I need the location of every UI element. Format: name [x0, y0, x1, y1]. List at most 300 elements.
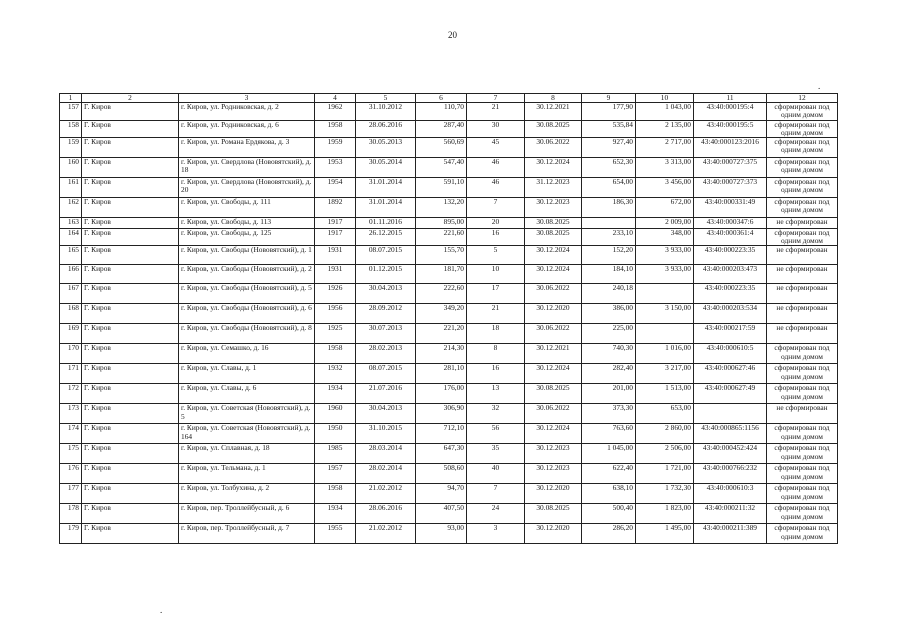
table-cell: 3 150,00: [636, 304, 694, 324]
table-cell: Г. Киров: [82, 504, 179, 524]
table-cell: 1934: [315, 384, 356, 404]
table-cell: 30.12.2021: [525, 103, 582, 120]
table-cell: Г. Киров: [82, 424, 179, 444]
table-cell: 1926: [315, 284, 356, 304]
table-cell: 177: [60, 484, 82, 504]
table-cell: Г. Киров: [82, 364, 179, 384]
table-cell: сформирован под одним домом: [767, 464, 838, 484]
table-cell: 43:40:000223:35: [694, 246, 767, 265]
table-cell: 1 823,00: [636, 504, 694, 524]
table-cell: 56: [467, 424, 525, 444]
table-cell: 895,00: [416, 218, 467, 229]
table-cell: 43:40:000627:46: [694, 364, 767, 384]
table-cell: 1931: [315, 265, 356, 284]
table-cell: 547,40: [416, 158, 467, 178]
table-cell: Г. Киров: [82, 198, 179, 218]
table-cell: 30.12.2023: [525, 444, 582, 464]
table-cell: 1932: [315, 364, 356, 384]
table-cell: 28.03.2014: [356, 444, 416, 464]
table-cell: 500,40: [582, 504, 636, 524]
table-cell: сформирован под одним домом: [767, 138, 838, 158]
table-cell: 21.07.2016: [356, 384, 416, 404]
table-cell: сформирован под одним домом: [767, 198, 838, 218]
table-cell: не сформирован: [767, 246, 838, 265]
table-cell: Г. Киров: [82, 324, 179, 344]
table-cell: Г. Киров: [82, 103, 179, 120]
table-cell: 622,40: [582, 464, 636, 484]
table-cell: 160: [60, 158, 82, 178]
table-cell: 28.02.2014: [356, 464, 416, 484]
table-cell: 01.11.2016: [356, 218, 416, 229]
table-cell: Г. Киров: [82, 464, 179, 484]
table-cell: г. Киров, ул. Тельмана, д. 1: [179, 464, 315, 484]
table-cell: 43:40:000217:59: [694, 324, 767, 344]
table-cell: 30.08.2025: [525, 218, 582, 229]
table-row: [60, 304, 838, 324]
table-cell: 214,30: [416, 344, 467, 364]
table-cell: 166: [60, 265, 82, 284]
column-number: 8: [525, 94, 582, 103]
table-cell: 43:40:000203:534: [694, 304, 767, 324]
table-cell: Г. Киров: [82, 138, 179, 158]
table-row: [60, 524, 838, 544]
column-number: 3: [179, 94, 315, 103]
table-cell: Г. Киров: [82, 218, 179, 229]
table-cell: 16: [467, 229, 525, 246]
table-cell: 712,10: [416, 424, 467, 444]
table-cell: 30: [467, 120, 525, 137]
table-row: [60, 324, 838, 344]
table-cell: 1 721,00: [636, 464, 694, 484]
table-cell: Г. Киров: [82, 120, 179, 137]
table-cell: 7: [467, 198, 525, 218]
table-cell: г. Киров, ул. Свободы (Нововятский), д. 6: [179, 304, 315, 324]
table-cell: 30.06.2022: [525, 284, 582, 304]
table-cell: 1925: [315, 324, 356, 344]
table-cell: 221,20: [416, 324, 467, 344]
table-cell: [636, 284, 694, 304]
table-cell: 1917: [315, 229, 356, 246]
table-cell: г. Киров, ул. Свободы (Нововятский), д. 5: [179, 284, 315, 304]
table-cell: 179: [60, 524, 82, 544]
table-cell: 20: [467, 218, 525, 229]
table-cell: 43:40:000865:1156: [694, 424, 767, 444]
table-cell: 176,00: [416, 384, 467, 404]
table-cell: г. Киров, ул. Семашко, д. 16: [179, 344, 315, 364]
table-cell: г. Киров, ул. Родниковская, д. 6: [179, 120, 315, 137]
table-cell: 184,10: [582, 265, 636, 284]
table-cell: 3 933,00: [636, 246, 694, 265]
table-cell: сформирован под одним домом: [767, 524, 838, 544]
table-cell: 43:40:000766:232: [694, 464, 767, 484]
table-cell: Г. Киров: [82, 229, 179, 246]
table-cell: 7: [467, 484, 525, 504]
table-cell: 1950: [315, 424, 356, 444]
column-number: 9: [582, 94, 636, 103]
table-cell: 94,70: [416, 484, 467, 504]
table-cell: сформирован под одним домом: [767, 444, 838, 464]
table-cell: г. Киров, ул. Свободы (Нововятский), д. 8: [179, 324, 315, 344]
table-cell: 30.12.2023: [525, 464, 582, 484]
table-cell: 1958: [315, 120, 356, 137]
table-cell: Г. Киров: [82, 484, 179, 504]
table-cell: 30.07.2013: [356, 324, 416, 344]
table-cell: 30.08.2025: [525, 384, 582, 404]
table-cell: 161: [60, 178, 82, 198]
table-cell: 21.02.2012: [356, 524, 416, 544]
table-cell: 21.02.2012: [356, 484, 416, 504]
table-cell: 3 456,00: [636, 178, 694, 198]
table-cell: 1956: [315, 304, 356, 324]
table-cell: 01.12.2015: [356, 265, 416, 284]
table-cell: 1957: [315, 464, 356, 484]
table-cell: 43:40:000203:473: [694, 265, 767, 284]
table-cell: 186,30: [582, 198, 636, 218]
table-cell: 159: [60, 138, 82, 158]
table-cell: 31.12.2023: [525, 178, 582, 198]
table-cell: 8: [467, 344, 525, 364]
table-cell: 30.08.2025: [525, 504, 582, 524]
table-cell: 740,30: [582, 344, 636, 364]
table-cell: 167: [60, 284, 82, 304]
table-cell: 638,10: [582, 484, 636, 504]
table-cell: 173: [60, 404, 82, 424]
table-cell: 240,18: [582, 284, 636, 304]
table-cell: 591,10: [416, 178, 467, 198]
table-cell: Г. Киров: [82, 404, 179, 424]
table-cell: 1 043,00: [636, 103, 694, 120]
table-row: [60, 404, 838, 424]
table-cell: 21: [467, 304, 525, 324]
table-cell: 43:40:000627:49: [694, 384, 767, 404]
table-cell: 175: [60, 444, 82, 464]
table-cell: 1958: [315, 484, 356, 504]
table-cell: 654,00: [582, 178, 636, 198]
table-cell: г. Киров, ул. Толбухина, д. 2: [179, 484, 315, 504]
table-row: [60, 384, 838, 404]
table-cell: не сформирован: [767, 284, 838, 304]
table-cell: сформирован под одним домом: [767, 364, 838, 384]
table-cell: 18: [467, 324, 525, 344]
table-cell: сформирован под одним домом: [767, 384, 838, 404]
table-row: [60, 424, 838, 444]
table-cell: 652,30: [582, 158, 636, 178]
table-cell: г. Киров, ул. Родниковская, д. 2: [179, 103, 315, 120]
table-cell: г. Киров, пер. Троллейбусный, д. 7: [179, 524, 315, 544]
table-cell: 1954: [315, 178, 356, 198]
table-cell: 132,20: [416, 198, 467, 218]
table-cell: 30.12.2024: [525, 265, 582, 284]
table-row: [60, 504, 838, 524]
column-number: 6: [416, 94, 467, 103]
scan-mark: .: [818, 81, 821, 91]
table-cell: 168: [60, 304, 82, 324]
table-cell: 30.12.2024: [525, 246, 582, 265]
table-cell: 386,00: [582, 304, 636, 324]
table-cell: 163: [60, 218, 82, 229]
table-cell: 30.12.2020: [525, 484, 582, 504]
table-cell: 1934: [315, 504, 356, 524]
table-cell: сформирован под одним домом: [767, 120, 838, 137]
table-row: [60, 464, 838, 484]
table-cell: 281,10: [416, 364, 467, 384]
table-cell: 169: [60, 324, 82, 344]
table-cell: 164: [60, 229, 82, 246]
column-number: 5: [356, 94, 416, 103]
table-cell: 43:40:000610:5: [694, 344, 767, 364]
table-cell: [694, 404, 767, 424]
table-cell: 46: [467, 178, 525, 198]
table-row: [60, 138, 838, 158]
table-cell: Г. Киров: [82, 265, 179, 284]
table-row: [60, 344, 838, 364]
table-cell: 43:40:000195:5: [694, 120, 767, 137]
table-cell: г. Киров, ул. Свободы, д. 111: [179, 198, 315, 218]
table-cell: сформирован под одним домом: [767, 178, 838, 198]
table-cell: 1 016,00: [636, 344, 694, 364]
table-cell: 508,60: [416, 464, 467, 484]
table-cell: 349,20: [416, 304, 467, 324]
table-cell: Г. Киров: [82, 304, 179, 324]
table-cell: 1 495,00: [636, 524, 694, 544]
table-cell: 647,30: [416, 444, 467, 464]
table-cell: 30.12.2024: [525, 364, 582, 384]
table-cell: 177,90: [582, 103, 636, 120]
table-cell: сформирован под одним домом: [767, 504, 838, 524]
table-cell: г. Киров, ул. Сплавная, д. 18: [179, 444, 315, 464]
table-cell: 30.05.2014: [356, 158, 416, 178]
table-cell: не сформирован: [767, 304, 838, 324]
table-cell: 30.06.2022: [525, 404, 582, 424]
table-row: [60, 158, 838, 178]
table-cell: 17: [467, 284, 525, 304]
table-row: [60, 284, 838, 304]
table-cell: 30.08.2025: [525, 120, 582, 137]
table-cell: 1958: [315, 344, 356, 364]
table-cell: 26.12.2015: [356, 229, 416, 246]
table-cell: 13: [467, 384, 525, 404]
table-cell: 2 860,00: [636, 424, 694, 444]
table-cell: 1892: [315, 198, 356, 218]
table-cell: г. Киров, ул. Славы, д. 1: [179, 364, 315, 384]
table-cell: 158: [60, 120, 82, 137]
table-cell: г. Киров, ул. Свободы (Нововятский), д. 1: [179, 246, 315, 265]
table-row: [60, 246, 838, 265]
table-cell: 2 009,00: [636, 218, 694, 229]
table-cell: 1960: [315, 404, 356, 424]
table-cell: 172: [60, 384, 82, 404]
register-table: [59, 93, 838, 544]
table-cell: г. Киров, ул. Свободы (Нововятский), д. 2: [179, 265, 315, 284]
table-cell: 31.10.2012: [356, 103, 416, 120]
table-cell: 30.12.2024: [525, 424, 582, 444]
table-cell: 181,70: [416, 265, 467, 284]
table-cell: 927,40: [582, 138, 636, 158]
table-cell: 08.07.2015: [356, 364, 416, 384]
table-cell: сформирован под одним домом: [767, 344, 838, 364]
table-cell: 30.12.2024: [525, 158, 582, 178]
table-cell: 43:40:000331:49: [694, 198, 767, 218]
table-cell: 30.08.2025: [525, 229, 582, 246]
table-row: [60, 218, 838, 229]
table-row: [60, 198, 838, 218]
table-cell: 1 045,00: [582, 444, 636, 464]
table-cell: 1955: [315, 524, 356, 544]
table-cell: 174: [60, 424, 82, 444]
table-cell: 1985: [315, 444, 356, 464]
column-number: 12: [767, 94, 838, 103]
table-cell: 171: [60, 364, 82, 384]
table-cell: 24: [467, 504, 525, 524]
table-cell: не сформирован: [767, 404, 838, 424]
table-cell: сформирован под одним домом: [767, 103, 838, 120]
table-cell: 3 933,00: [636, 265, 694, 284]
table-cell: 2 717,00: [636, 138, 694, 158]
table-cell: 1917: [315, 218, 356, 229]
column-number: 7: [467, 94, 525, 103]
table-cell: 16: [467, 364, 525, 384]
table-cell: 221,60: [416, 229, 467, 246]
page-number: 20: [448, 30, 457, 40]
table-cell: 560,69: [416, 138, 467, 158]
table-cell: не сформирован: [767, 324, 838, 344]
table-cell: не сформирован: [767, 218, 838, 229]
table-cell: 30.12.2023: [525, 198, 582, 218]
table-cell: 28.02.2013: [356, 344, 416, 364]
table-cell: 3: [467, 524, 525, 544]
table-cell: 282,40: [582, 364, 636, 384]
table-cell: 43:40:000727:373: [694, 178, 767, 198]
table-cell: 155,70: [416, 246, 467, 265]
table-cell: 46: [467, 158, 525, 178]
table-cell: 30.05.2013: [356, 138, 416, 158]
table-cell: г. Киров, ул. Советская (Нововятский), д. 164: [179, 424, 315, 444]
table-cell: 30.06.2022: [525, 138, 582, 158]
table-cell: 31.01.2014: [356, 198, 416, 218]
table-cell: 45: [467, 138, 525, 158]
table-cell: Г. Киров: [82, 246, 179, 265]
table-row: [60, 120, 838, 137]
table-cell: 653,00: [636, 404, 694, 424]
table-cell: 1 513,00: [636, 384, 694, 404]
table-cell: 43:40:000452:424: [694, 444, 767, 464]
table-cell: 31.01.2014: [356, 178, 416, 198]
table-cell: Г. Киров: [82, 284, 179, 304]
table-cell: 1953: [315, 158, 356, 178]
table-cell: 3 313,00: [636, 158, 694, 178]
table-cell: г. Киров, пер. Троллейбусный, д. 6: [179, 504, 315, 524]
table-cell: 3 217,00: [636, 364, 694, 384]
table-cell: 1962: [315, 103, 356, 120]
table-cell: г. Киров, ул. Советская (Нововятский), д. 5: [179, 404, 315, 424]
table-cell: 1 732,30: [636, 484, 694, 504]
table-cell: 1931: [315, 246, 356, 265]
table-row: [60, 444, 838, 464]
table-cell: сформирован под одним домом: [767, 484, 838, 504]
table-cell: 233,10: [582, 229, 636, 246]
table-row: [60, 229, 838, 246]
table-cell: 21: [467, 103, 525, 120]
table-cell: 30.12.2020: [525, 524, 582, 544]
table-cell: Г. Киров: [82, 444, 179, 464]
table-cell: 287,40: [416, 120, 467, 137]
table-row: [60, 265, 838, 284]
header-row: [60, 94, 838, 103]
column-number: 2: [82, 94, 179, 103]
table-cell: 31.10.2015: [356, 424, 416, 444]
table-cell: 28.06.2016: [356, 504, 416, 524]
table-cell: 40: [467, 464, 525, 484]
scan-mark: .: [160, 605, 163, 615]
table-cell: г. Киров, ул. Свердлова (Нововятский), д. 20: [179, 178, 315, 198]
table-cell: 225,00: [582, 324, 636, 344]
table-cell: 30.04.2013: [356, 404, 416, 424]
table-row: [60, 364, 838, 384]
table-cell: 30.12.2020: [525, 304, 582, 324]
table-cell: 222,60: [416, 284, 467, 304]
table-cell: 162: [60, 198, 82, 218]
table-cell: г. Киров, ул. Славы, д. 6: [179, 384, 315, 404]
table-cell: 535,84: [582, 120, 636, 137]
table-cell: 178: [60, 504, 82, 524]
table-cell: 5: [467, 246, 525, 265]
table-cell: 201,00: [582, 384, 636, 404]
column-number: 10: [636, 94, 694, 103]
table-cell: Г. Киров: [82, 158, 179, 178]
table-cell: 30.04.2013: [356, 284, 416, 304]
table-cell: 306,90: [416, 404, 467, 424]
table-cell: 407,50: [416, 504, 467, 524]
column-number: 1: [60, 94, 82, 103]
table-row: [60, 484, 838, 504]
table-cell: 763,60: [582, 424, 636, 444]
column-number: 4: [315, 94, 356, 103]
table-cell: 43:40:000211:32: [694, 504, 767, 524]
table-cell: 43:40:000610:3: [694, 484, 767, 504]
table-cell: Г. Киров: [82, 178, 179, 198]
table-cell: 176: [60, 464, 82, 484]
table-row: [60, 103, 838, 120]
table-cell: [636, 324, 694, 344]
table-cell: 373,30: [582, 404, 636, 424]
table-cell: 348,00: [636, 229, 694, 246]
table-cell: 43:40:000361:4: [694, 229, 767, 246]
table-cell: 43:40:000211:389: [694, 524, 767, 544]
table-cell: 08.07.2015: [356, 246, 416, 265]
table-cell: 2 135,00: [636, 120, 694, 137]
table-cell: 170: [60, 344, 82, 364]
table-cell: 32: [467, 404, 525, 424]
table-cell: г. Киров, ул. Романа Ердякова, д. 3: [179, 138, 315, 158]
table-cell: 43:40:000223:35: [694, 284, 767, 304]
table-cell: 2 506,00: [636, 444, 694, 464]
table-cell: г. Киров, ул. Свободы, д. 113: [179, 218, 315, 229]
table-row: [60, 178, 838, 198]
table-cell: 28.09.2012: [356, 304, 416, 324]
table-cell: сформирован под одним домом: [767, 158, 838, 178]
table-cell: сформирован под одним домом: [767, 424, 838, 444]
table-cell: 10: [467, 265, 525, 284]
table-cell: [582, 218, 636, 229]
table-cell: г. Киров, ул. Свердлова (Нововятский), д. 18: [179, 158, 315, 178]
table-cell: 110,70: [416, 103, 467, 120]
table-cell: 672,00: [636, 198, 694, 218]
table-cell: Г. Киров: [82, 344, 179, 364]
column-number: 11: [694, 94, 767, 103]
table-cell: 28.06.2016: [356, 120, 416, 137]
table-cell: 152,20: [582, 246, 636, 265]
table-cell: Г. Киров: [82, 384, 179, 404]
